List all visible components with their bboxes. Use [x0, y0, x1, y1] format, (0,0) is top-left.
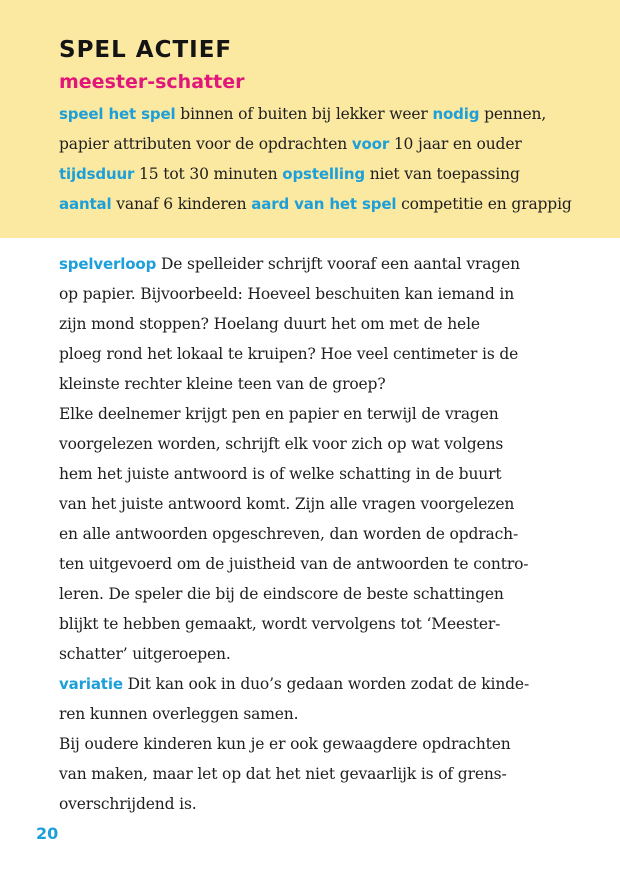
text-line: zijn mond stoppen? Hoelang duurt het om met de hele — [59, 315, 480, 333]
page-number: 20 — [36, 824, 59, 843]
info-label: voor — [351, 135, 390, 153]
text-line: en alle antwoorden opgeschreven, dan worden de opdrach- — [59, 525, 519, 543]
info-line — [59, 189, 579, 219]
text-line — [59, 249, 564, 279]
info-value: vanaf 6 kinderen — [111, 195, 252, 213]
text-line: ploeg rond het lokaal te kruipen? Hoe veel centimeter is de — [59, 345, 519, 363]
text-line: kleinste rechter kleine teen van de groep? — [59, 375, 386, 393]
text-line: van het juiste antwoord komt. Zijn alle vragen voorgelezen — [59, 495, 515, 513]
game-description — [59, 249, 564, 819]
game-title: meester-schatter — [59, 71, 245, 93]
text-line: voorgelezen worden, schrijft elk voor zich op wat volgens — [59, 435, 504, 453]
info-value: 15 tot 30 minuten — [134, 165, 283, 183]
text-line: leren. De speler die bij de eindscore de beste schattingen — [59, 585, 504, 603]
info-label: nodig — [432, 105, 480, 123]
info-line — [59, 129, 579, 159]
info-label: speel het spel — [59, 105, 176, 123]
text-line: schatter’ uitgeroepen. — [59, 645, 231, 663]
line-text: Dit kan ook in duo’s gedaan worden zodat de kinde- — [122, 675, 530, 693]
info-label: opstelling — [282, 165, 365, 183]
text-line: van maken, maar let op dat het niet gevaarlijk is of grens- — [59, 765, 507, 783]
section-label: spelverloop — [59, 255, 157, 273]
section-label: variatie — [59, 675, 123, 693]
info-value: binnen of buiten bij lekker weer — [175, 105, 433, 123]
info-value: competitie en grappig — [396, 195, 572, 213]
text-line: Elke deelnemer krijgt pen en papier en terwijl de vragen — [59, 405, 499, 423]
header-panel — [0, 0, 620, 238]
info-label: tijdsduur — [59, 165, 135, 183]
info-value: 10 jaar en ouder — [389, 135, 522, 153]
series-title: SPEL ACTIEF — [59, 37, 233, 63]
text-line: op papier. Bijvoorbeeld: Hoeveel beschuiten kan iemand in — [59, 285, 515, 303]
text-line — [59, 669, 564, 699]
game-info — [59, 99, 579, 219]
line-text: De spelleider schrijft vooraf een aantal vragen — [156, 255, 520, 273]
info-value: papier attributen voor de opdrachten — [59, 135, 352, 153]
info-line — [59, 99, 579, 129]
info-line — [59, 159, 579, 189]
text-line: blijkt te hebben gemaakt, wordt vervolgens tot ‘Meester- — [59, 615, 501, 633]
text-line: ren kunnen overleggen samen. — [59, 705, 299, 723]
text-line: overschrijdend is. — [59, 795, 197, 813]
info-value: pennen, — [479, 105, 547, 123]
info-value: niet van toepassing — [364, 165, 520, 183]
info-label: aard van het spel — [251, 195, 397, 213]
text-line: Bij oudere kinderen kun je er ook gewaagdere opdrachten — [59, 735, 511, 753]
text-line: hem het juiste antwoord is of welke schatting in de buurt — [59, 465, 502, 483]
info-label: aantal — [59, 195, 112, 213]
text-line: ten uitgevoerd om de juistheid van de antwoorden te contro- — [59, 555, 529, 573]
